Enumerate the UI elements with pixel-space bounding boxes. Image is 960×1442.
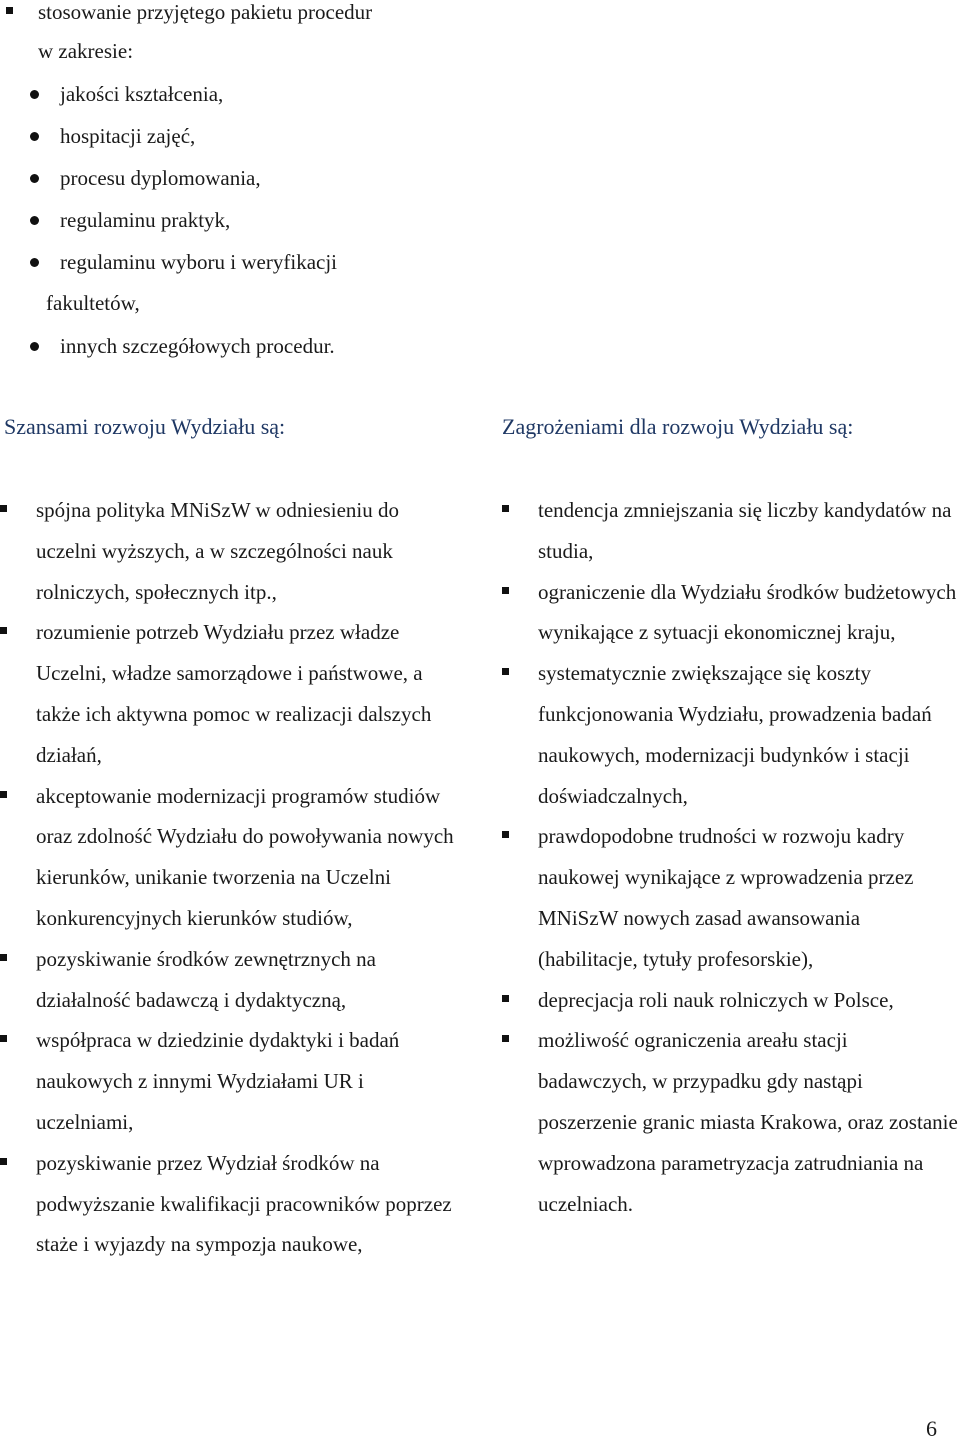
intro-item: hospitacji zajęć, <box>60 124 196 148</box>
list-item-text: możliwość ograniczenia areału stacji badawczych, w przypadku gdy nastąpi poszerzenie granic miasta Krakowa, oraz zostanie wprowadzona parametryzacja zatrudniania na uczelniach. <box>538 1028 958 1216</box>
list-item <box>502 980 960 1021</box>
opportunities-heading: Szansami rozwoju Wydziału są: <box>4 414 286 439</box>
list-item-text: pozyskiwanie przez Wydział środków na podwyższanie kwalifikacji pracowników poprzez staże i wyjazdy na sympozja naukowe, <box>36 1150 452 1257</box>
list-item-text: współpraca w dziedzinie dydaktyki i badań naukowych z innymi Wydziałami UR i uczelniami, <box>36 1028 400 1134</box>
square-bullet-icon <box>6 7 13 14</box>
list-item <box>502 653 960 816</box>
list-item <box>0 776 462 939</box>
dot-bullet-icon <box>30 258 39 267</box>
square-bullet-icon <box>0 627 7 634</box>
square-bullet-icon <box>502 831 509 838</box>
intro-item: jakości kształcenia, <box>60 82 224 106</box>
list-item <box>0 490 462 612</box>
square-bullet-icon <box>0 954 7 961</box>
dot-bullet-icon <box>30 342 39 351</box>
intro-line: stosowanie przyjętego pakietu procedur <box>38 0 373 24</box>
intro-item: regulaminu praktyk, <box>60 208 231 232</box>
list-item <box>502 572 960 654</box>
dot-bullet-icon <box>30 174 39 183</box>
list-item-text: ograniczenie dla Wydziału środków budżetowych wynikające z sytuacji ekonomicznej kraju, <box>538 579 957 645</box>
square-bullet-icon <box>0 1158 7 1165</box>
dot-bullet-icon <box>30 216 39 225</box>
threats-list <box>502 490 960 1224</box>
square-bullet-icon <box>502 995 509 1002</box>
list-item <box>502 490 960 572</box>
list-item-text: rozumienie potrzeb Wydziału przez władze Uczelni, władze samorządowe i państwowe, a także ich aktywna pomoc w realizacji dalszych działań, <box>36 620 432 767</box>
list-item-text: pozyskiwanie środków zewnętrznych na działalność badawczą i dydaktyczną, <box>36 946 376 1012</box>
square-bullet-icon <box>502 1035 509 1042</box>
page-number: 6 <box>926 1416 937 1441</box>
intro-line: w zakresie: <box>38 39 134 63</box>
list-item <box>0 1143 462 1265</box>
list-item-text: tendencja zmniejszania się liczby kandydatów na studia, <box>538 498 952 563</box>
list-item <box>502 816 960 979</box>
square-bullet-icon <box>0 1035 7 1042</box>
list-item-text: spójna polityka MNiSzW w odniesieniu do uczelni wyższych, a w szczególności nauk rolniczych, społecznych itp., <box>36 498 399 604</box>
list-item <box>502 1020 960 1224</box>
list-item-text: deprecjacja roli nauk rolniczych w Polsce, <box>538 987 894 1012</box>
list-item <box>0 612 462 775</box>
square-bullet-icon <box>0 505 7 512</box>
list-item-text: systematycznie zwiększające się koszty funkcjonowania Wydziału, prowadzenia badań naukowych, modernizacji budynków i stacji doświadczalnych, <box>538 661 932 808</box>
list-item <box>0 939 462 1021</box>
list-item-text: akceptowanie modernizacji programów studiów oraz zdolność Wydziału do powoływania nowych kierunków, unikanie tworzenia na Uczelni konkurencyjnych kierunków studiów, <box>36 783 454 930</box>
square-bullet-icon <box>502 668 509 675</box>
threats-heading: Zagrożeniami dla rozwoju Wydziału są: <box>502 414 854 439</box>
square-bullet-icon <box>502 587 509 594</box>
square-bullet-icon <box>502 505 509 512</box>
dot-bullet-icon <box>30 90 39 99</box>
intro-item-continuation: fakultetów, <box>46 291 140 315</box>
opportunities-list <box>0 490 462 1265</box>
list-item <box>0 1020 462 1142</box>
square-bullet-icon <box>0 791 7 798</box>
dot-bullet-icon <box>30 132 39 141</box>
intro-item: regulaminu wyboru i weryfikacji <box>60 250 337 274</box>
intro-item: procesu dyplomowania, <box>60 166 261 190</box>
intro-item: innych szczegółowych procedur. <box>60 334 335 358</box>
list-item-text: prawdopodobne trudności w rozwoju kadry naukowej wynikające z wprowadzenia przez MNiSzW nowych zasad awansowania (habilitacje, tytuły profesorskie), <box>538 824 914 971</box>
